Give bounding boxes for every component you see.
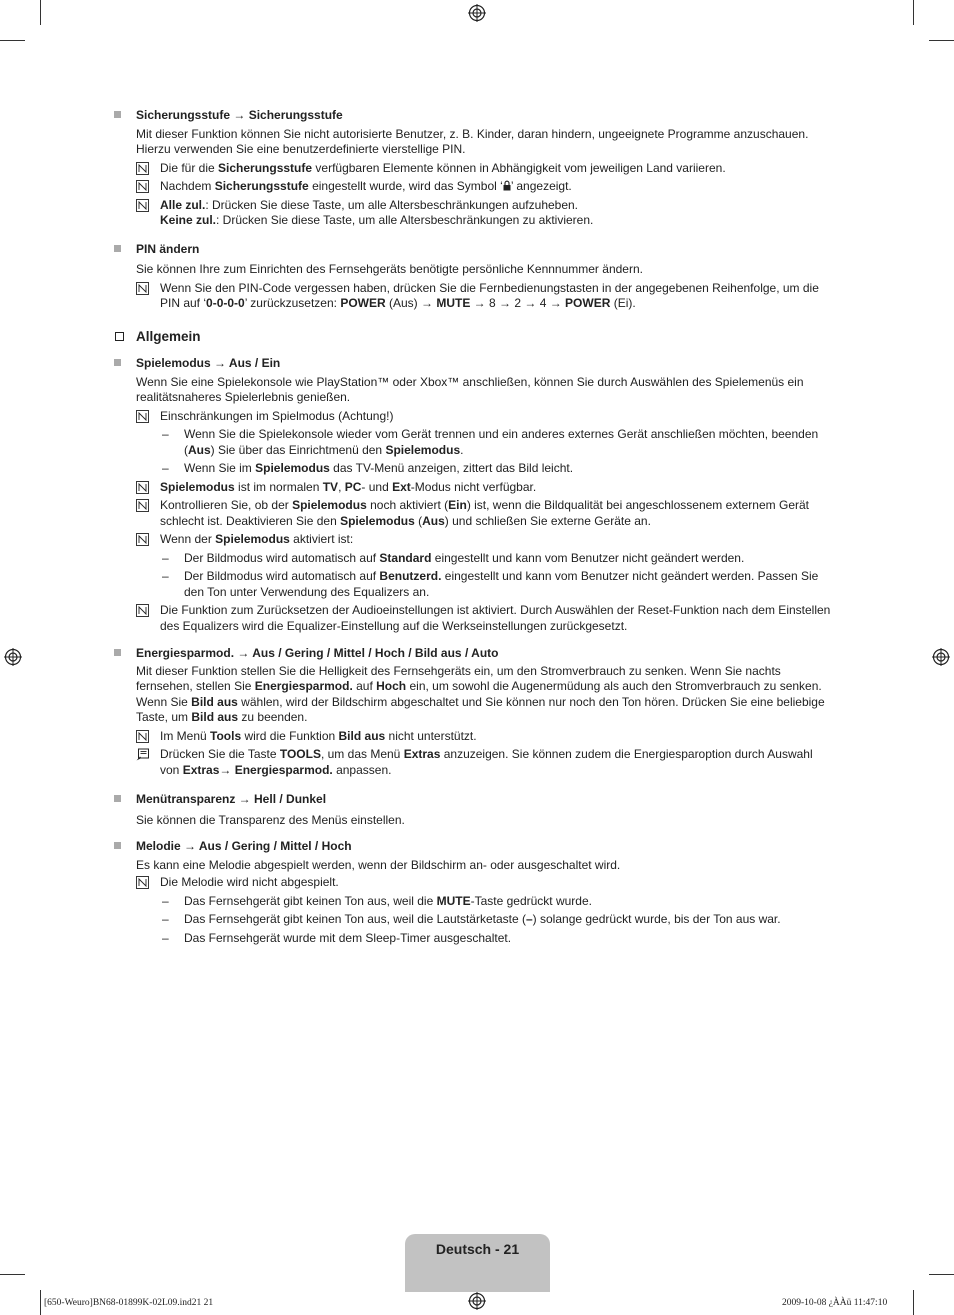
footer-timestamp: 2009-10-08 ¿ÀÀü 11:47:10 (782, 1298, 888, 1308)
note-item: Wenn der Spielemodus aktiviert ist: (136, 532, 849, 548)
note-icon (136, 162, 149, 175)
section-spielemodus (114, 356, 849, 634)
note-item: Einschränkungen im Spielmodus (Achtung!) (136, 409, 849, 425)
crop-mark (913, 0, 914, 25)
section-pin-aendern (114, 242, 849, 312)
note-icon (136, 199, 149, 212)
note-item: Die Melodie wird nicht abgespielt. (136, 875, 849, 891)
dash-item: – Der Bildmodus wird automatisch auf Benutzerd. eingestellt und kann vom Benutzer nicht geändert werden. Passen Sie den Ton unter Verwendung des Equalizers an. (162, 569, 819, 599)
paragraph: Sie können die Transparenz des Menüs einstellen. (136, 812, 405, 827)
note-icon (136, 533, 149, 546)
section-title: Spielemodus → Aus / Ein (136, 356, 281, 370)
bullet-square-icon (114, 842, 121, 849)
page-number: Deutsch - 21 (435, 1241, 520, 1257)
note-item: Die Funktion zum Zurücksetzen der Audioeinstellungen ist aktiviert. Durch Auswählen der Reset-Funktion nach dem Einstellen des Equalizers wird die Equalizer-Einstellung auf die Werkseinstellungen zurückgesetzt. (136, 603, 849, 634)
section-melodie (114, 839, 849, 946)
note-icon (136, 730, 149, 743)
checkbox-bullet-icon (115, 332, 124, 341)
note-item: Die für die Sicherungsstufe verfügbaren Elemente können in Abhängigkeit vom jeweiligen Land variieren. (136, 161, 849, 177)
note-item: Spielemodus ist im normalen TV, PC- und Ext-Modus nicht verfügbar. (136, 480, 849, 496)
dash-item: – Wenn Sie die Spielekonsole wieder vom Gerät trennen und ein anderes externes Gerät anschließen möchten, beenden (Aus) Sie über das Einrichtmenü den Spielemodus. (162, 427, 819, 457)
dash-item: – Das Fernsehgerät gibt keinen Ton aus, weil die Lautstärketaste (–) solange gedrückt wurde, bis der Ton aus war. (162, 912, 781, 926)
paragraph: Mit dieser Funktion stellen Sie die Helligkeit des Fernsehgeräts ein, um den Stromverbrauch zu senken. Wenn Sie nachts fernsehen, stellen Sie Energiesparmod. auf Hoch ein, um sowohl die Augenermüdung als auch den Stromverbrauch zu senken. Wenn Sie Bild aus wählen, wird der Bildschirm abgeschaltet und Sie können nur noch den Ton hören. Drücken Sie eine beliebige Taste, um Bild aus zu beenden. (136, 663, 825, 724)
dash-item: – Das Fernsehgerät wurde mit dem Sleep-Timer ausgeschaltet. (162, 930, 512, 945)
note-icon (136, 604, 149, 617)
note-icon (136, 499, 149, 512)
footer-file-info: [650-Weuro]BN68-01899K-02L09.ind21 21 (44, 1298, 214, 1308)
bullet-square-icon (114, 795, 121, 802)
section-energiesparmod (114, 646, 849, 778)
crop-mark (0, 1274, 25, 1275)
tools-icon (136, 748, 149, 761)
paragraph: Mit dieser Funktion können Sie nicht autorisierte Benutzer, z. B. Kinder, daran hindern, ungeeignete Programme anzuschauen. Hierzu verwenden Sie eine benutzerdefinierte vierstellige PIN. (136, 126, 809, 156)
section-sicherungsstufe (114, 108, 849, 229)
note-icon (136, 410, 149, 423)
paragraph: Es kann eine Melodie abgespielt werden, wenn der Bildschirm an- oder ausgeschaltet wird. (136, 857, 621, 872)
lock-icon (503, 180, 511, 191)
note-item: Wenn Sie den PIN-Code vergessen haben, drücken Sie die Fernbedienungstasten in der angegebenen Reihenfolge, um die PIN auf ‘0-0-0-0’ zurückzusetzen: POWER (Aus) → MUTE → 8 → 2 → 4 → POWER (Ei). (136, 281, 849, 312)
dash-item: – Wenn Sie im Spielemodus das TV-Menü anzeigen, zittert das Bild leicht. (162, 461, 574, 475)
paragraph: Sie können Ihre zum Einrichten des Fernsehgeräts benötigte persönliche Kennnummer ändern. (136, 262, 643, 276)
note-icon (136, 180, 149, 193)
section-title: PIN ändern (136, 241, 200, 256)
registration-mark-icon (4, 648, 22, 666)
heading-allgemein: Allgemein (114, 329, 849, 345)
note-item: Im Menü Tools wird die Funktion Bild aus nicht unterstützt. (136, 729, 849, 745)
note-item: Kontrollieren Sie, ob der Spielemodus noch aktiviert (Ein) ist, wenn die Bildqualität bei angeschlossenem externem Gerät schlecht ist. Deaktivieren Sie den Spielemodus (Aus) und schließen Sie externe Geräte an. (136, 498, 849, 529)
section-title: Melodie → Aus / Gering / Mittel / Hoch (136, 839, 352, 853)
registration-mark-icon (468, 4, 486, 22)
section-title: Sicherungsstufe → Sicherungsstufe (136, 108, 343, 122)
crop-mark (913, 1290, 914, 1315)
section-menuetransparenz (114, 792, 849, 828)
section-title: Energiesparmod. → Aus / Gering / Mittel / Hoch / Bild aus / Auto (136, 646, 499, 660)
crop-mark (40, 1290, 41, 1315)
note-item: Alle zul.: Drücken Sie diese Taste, um alle Altersbeschränkungen aufzuheben. Keine zul.: Drücken Sie diese Taste, um alle Altersbeschränkungen zu aktivieren. (136, 198, 849, 229)
crop-mark (0, 40, 25, 41)
bullet-square-icon (114, 649, 121, 656)
crop-mark (929, 1274, 954, 1275)
note-icon (136, 282, 149, 295)
bullet-square-icon (114, 245, 121, 252)
document-body (114, 108, 849, 946)
crop-mark (40, 0, 41, 25)
dash-item: – Das Fernsehgerät gibt keinen Ton aus, weil die MUTE-Taste gedrückt wurde. (162, 893, 592, 908)
section-title: Menütransparenz → Hell / Dunkel (136, 792, 327, 806)
bullet-square-icon (114, 111, 121, 118)
paragraph: Wenn Sie eine Spielekonsole wie PlayStation™ oder Xbox™ anschließen, können Sie durch Auswählen des Spielemenüs ein realitätsnaheres Spielerlebnis genießen. (136, 374, 804, 404)
note-icon (136, 481, 149, 494)
registration-mark-icon (468, 1292, 486, 1310)
crop-mark (929, 40, 954, 41)
dash-item: – Der Bildmodus wird automatisch auf Standard eingestellt und kann vom Benutzer nicht geändert werden. (162, 550, 745, 565)
bullet-square-icon (114, 359, 121, 366)
tools-item: Drücken Sie die Taste TOOLS, um das Menü Extras anzuzeigen. Sie können zudem die Energiesparoption durch Auswahl von Extras→ Energiesparmod. anpassen. (136, 747, 849, 778)
note-item: Nachdem Sicherungsstufe eingestellt wurde, wird das Symbol ‘ ’ angezeigt. (136, 179, 849, 195)
registration-mark-icon (932, 648, 950, 666)
note-icon (136, 876, 149, 889)
